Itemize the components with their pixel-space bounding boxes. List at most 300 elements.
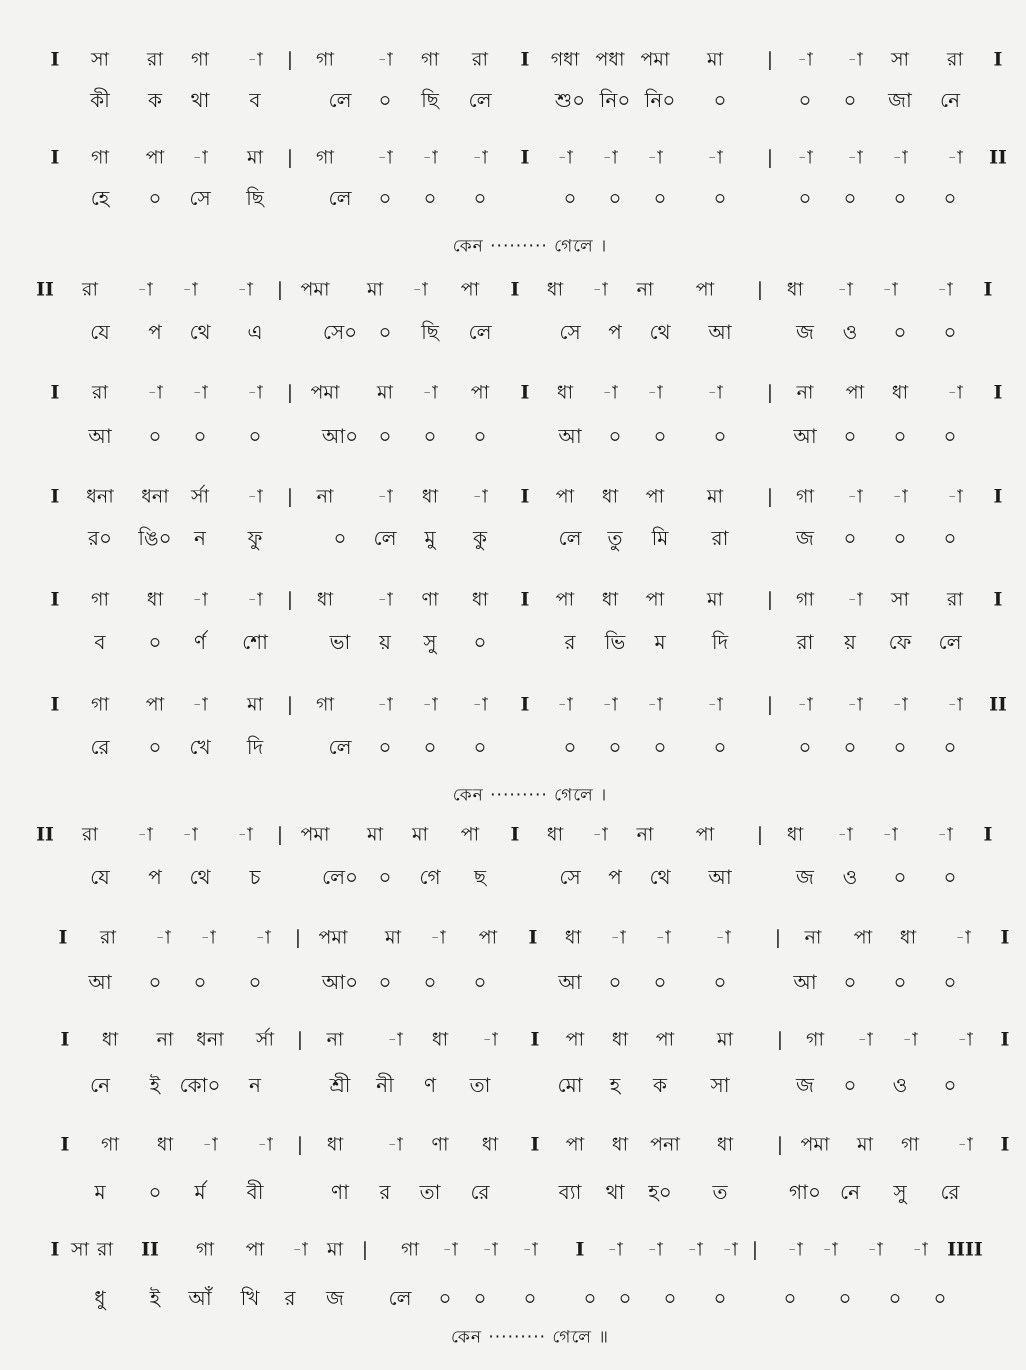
note: ধা: [431, 1028, 449, 1051]
lyric-syllable: ০: [933, 1286, 947, 1310]
lyric-syllable: রা: [711, 526, 729, 550]
lyric-syllable: ০: [608, 424, 622, 448]
lyric-syllable: র: [284, 1286, 296, 1310]
note: পমা: [800, 1133, 830, 1156]
lyric-syllable: লে: [328, 186, 352, 210]
lyric-syllable: ণ: [423, 1073, 437, 1097]
note: -া: [137, 823, 153, 846]
note: ধা: [611, 1028, 629, 1051]
bar-line: |: [751, 1238, 759, 1261]
lyric-syllable: নি০: [644, 88, 676, 112]
note: -া: [797, 693, 813, 716]
lyric-syllable: ০: [248, 424, 262, 448]
bar-line: |: [766, 146, 774, 169]
lyric-syllable: আ: [708, 320, 732, 344]
lyric-syllable: ক: [148, 88, 162, 112]
note: -া: [155, 926, 171, 949]
lyric-syllable: ০: [193, 970, 207, 994]
note: পা: [645, 588, 665, 611]
note: ধা: [156, 1133, 174, 1156]
note: গা: [421, 48, 439, 71]
lyric-syllable: ও: [892, 1073, 908, 1097]
lyric-syllable: লে: [373, 526, 397, 550]
note: -া: [192, 693, 208, 716]
bar-line-major: I: [993, 588, 1003, 611]
note: মা: [856, 1133, 874, 1156]
bar-line-major: I: [50, 1238, 60, 1261]
lyric-syllable: থে: [649, 320, 671, 344]
lyric-syllable: লে: [328, 735, 352, 759]
bar-line-major: I: [1000, 1133, 1010, 1156]
note: -া: [647, 1238, 663, 1261]
note: গা: [401, 1238, 419, 1261]
note: রা: [947, 588, 963, 611]
note: পা: [460, 278, 480, 301]
note: পা: [478, 926, 498, 949]
lyric-syllable: ০: [193, 424, 207, 448]
lyric-syllable: মো: [557, 1073, 583, 1097]
lyric-syllable: সা: [710, 1073, 730, 1097]
note: পা: [565, 1133, 585, 1156]
note: গা: [316, 146, 334, 169]
note: রা: [472, 48, 488, 71]
lyric-syllable: ০: [378, 970, 392, 994]
note: -া: [557, 693, 573, 716]
lyrics-row: [0, 178, 1026, 218]
lyric-syllable: ছ: [473, 865, 487, 889]
bar-line-major: I: [520, 146, 530, 169]
note: -া: [607, 1238, 623, 1261]
lyrics-row: [0, 962, 1026, 1002]
lyrics-row: [0, 1065, 1026, 1105]
lyric-syllable: ছি: [421, 320, 439, 344]
notation-row: [0, 918, 1026, 958]
lyric-syllable: গে: [419, 865, 441, 889]
note: -া: [610, 926, 626, 949]
lyric-syllable: ০: [148, 735, 162, 759]
lyric-syllable: ম: [94, 1180, 106, 1204]
note: ধা: [101, 1028, 119, 1051]
lyric-syllable: থা: [190, 88, 210, 112]
bar-line: |: [776, 1133, 784, 1156]
lyric-syllable: ন: [194, 526, 206, 550]
lyrics-row: [0, 416, 1026, 456]
lyric-syllable: লে: [558, 526, 582, 550]
lyric-syllable: তা: [469, 1073, 491, 1097]
lyric-syllable: ০: [378, 735, 392, 759]
note: -া: [647, 381, 663, 404]
note: গা: [191, 48, 209, 71]
note: মা: [376, 381, 394, 404]
note: ধা: [546, 278, 564, 301]
lyric-syllable: ০: [943, 970, 957, 994]
note: গা: [316, 48, 334, 71]
bar-line: |: [286, 588, 294, 611]
lyric-syllable: ই: [149, 1286, 161, 1310]
note: -া: [377, 693, 393, 716]
bar-line: |: [766, 588, 774, 611]
lyric-syllable: থে: [649, 865, 671, 889]
bar-line-major: I: [983, 823, 993, 846]
lyric-syllable: ০: [148, 970, 162, 994]
lyric-syllable: জ: [326, 1286, 344, 1310]
lyric-syllable: ০: [423, 735, 437, 759]
lyric-syllable: ০: [378, 186, 392, 210]
bar-line-major: I: [575, 1238, 585, 1261]
note: -া: [292, 1238, 308, 1261]
note: ধা: [786, 823, 804, 846]
lyric-syllable: ধু: [94, 1286, 106, 1310]
lyric-syllable: ণা: [331, 1180, 349, 1204]
lyric-syllable: হ: [609, 1073, 621, 1097]
note: -া: [522, 1238, 538, 1261]
lyrics-row: [0, 1278, 1026, 1318]
refrain-line: [0, 776, 1026, 816]
bar-line-major: I: [520, 48, 530, 71]
note: -া: [192, 146, 208, 169]
bar-line-major: I: [993, 485, 1003, 508]
bar-line-major: I: [60, 1133, 70, 1156]
lyric-syllable: আ: [88, 424, 112, 448]
lyric-syllable: থে: [189, 865, 211, 889]
lyric-syllable: দি: [711, 630, 729, 654]
note: পা: [555, 485, 575, 508]
note: -া: [687, 1238, 703, 1261]
lyric-syllable: ত: [712, 1180, 728, 1204]
note: -া: [797, 48, 813, 71]
lyric-syllable: আ: [793, 424, 817, 448]
lyric-syllable: লে: [388, 1286, 412, 1310]
lyric-syllable: ০: [888, 1286, 902, 1310]
note: রা: [100, 926, 116, 949]
lyric-syllable: কু: [473, 526, 487, 550]
note: -া: [937, 823, 953, 846]
lyric-syllable: ০: [943, 865, 957, 889]
lyric-syllable: বী: [246, 1180, 264, 1204]
lyric-syllable: গা০: [789, 1180, 821, 1204]
bar-line-major: I: [1000, 1028, 1010, 1051]
lyric-syllable: ছি: [421, 88, 439, 112]
lyric-syllable: ও: [842, 320, 858, 344]
bar-line: |: [286, 146, 294, 169]
lyric-syllable: আ: [708, 865, 732, 889]
lyric-syllable: ০: [248, 970, 262, 994]
bar-line-major: I: [983, 278, 993, 301]
lyric-syllable: নে: [89, 1073, 111, 1097]
note: -া: [722, 1238, 738, 1261]
lyric-syllable: ক: [653, 1073, 667, 1097]
note: গা: [316, 693, 334, 716]
note: ণা: [421, 588, 439, 611]
note: -া: [592, 278, 608, 301]
bar-line-major: I: [60, 1028, 70, 1051]
lyric-syllable: ০: [473, 630, 487, 654]
lyric-syllable: ০: [523, 1286, 537, 1310]
note: -া: [257, 1133, 273, 1156]
note: -া: [377, 48, 393, 71]
lyric-syllable: দি: [246, 735, 264, 759]
notation-row: [0, 138, 1026, 178]
note: -া: [837, 278, 853, 301]
lyric-syllable: র০: [87, 526, 113, 550]
lyric-syllable: সে০: [322, 320, 358, 344]
note: -া: [482, 1238, 498, 1261]
bar-line: |: [766, 693, 774, 716]
note: গা: [91, 588, 109, 611]
lyrics-row: [0, 80, 1026, 120]
lyric-syllable: র: [564, 630, 576, 654]
note: -া: [192, 381, 208, 404]
lyric-syllable: ০: [943, 320, 957, 344]
bar-line-major: I: [530, 1133, 540, 1156]
lyric-syllable: আ০: [321, 970, 359, 994]
note: -া: [957, 1028, 973, 1051]
lyric-syllable: ০: [798, 735, 812, 759]
note: -া: [422, 381, 438, 404]
lyric-syllable: র্ম: [194, 1180, 206, 1204]
lyric-syllable: ০: [423, 970, 437, 994]
bar-line: |: [286, 693, 294, 716]
note: পা: [555, 588, 575, 611]
lyric-syllable: জা: [888, 88, 912, 112]
lyric-syllable: ০: [148, 1180, 162, 1204]
note: না: [326, 1028, 344, 1051]
lyric-syllable: ০: [843, 1073, 857, 1097]
lyric-syllable: কী: [90, 88, 110, 112]
bar-line-major: I: [528, 926, 538, 949]
note: -া: [592, 823, 608, 846]
lyric-syllable: কো০: [179, 1073, 221, 1097]
note: -া: [472, 485, 488, 508]
bar-line: |: [756, 823, 764, 846]
note: পমা: [300, 278, 330, 301]
note: -া: [892, 693, 908, 716]
lyrics-row: [0, 312, 1026, 352]
bar-line-major: II: [36, 823, 54, 846]
lyric-syllable: ০: [608, 186, 622, 210]
note: -া: [867, 1238, 883, 1261]
bar-line-major: I: [520, 693, 530, 716]
lyric-syllable: লে০: [321, 865, 359, 889]
lyric-syllable: ০: [423, 424, 437, 448]
lyric-syllable: ০: [713, 1286, 727, 1310]
lyric-syllable: ০: [378, 865, 392, 889]
note: -া: [955, 926, 971, 949]
note: গা: [196, 1238, 214, 1261]
lyric-syllable: ০: [843, 424, 857, 448]
note: মা: [384, 926, 402, 949]
lyric-syllable: ০: [893, 526, 907, 550]
bar-line: |: [286, 48, 294, 71]
note: -া: [557, 146, 573, 169]
lyric-syllable: ভা: [329, 630, 351, 654]
lyric-syllable: ই: [149, 1073, 161, 1097]
note: মা: [366, 823, 384, 846]
bar-line: |: [756, 278, 764, 301]
note: -া: [137, 278, 153, 301]
note: -া: [472, 146, 488, 169]
note: রা: [147, 48, 163, 71]
refrain-text: কেন ········· গেলে ।: [452, 785, 608, 806]
note: -া: [387, 1133, 403, 1156]
lyric-syllable: ০: [713, 88, 727, 112]
lyric-syllable: ০: [663, 1286, 677, 1310]
lyric-syllable: হে: [90, 186, 110, 210]
note: -া: [182, 823, 198, 846]
lyric-syllable: যে: [90, 865, 110, 889]
note: -া: [430, 926, 446, 949]
lyric-syllable: ০: [563, 735, 577, 759]
note: -া: [442, 1238, 458, 1261]
lyric-syllable: ঙি০: [138, 526, 172, 550]
lyric-syllable: ০: [148, 186, 162, 210]
lyrics-row: [0, 518, 1026, 558]
bar-line-major: I: [50, 146, 60, 169]
note: -া: [377, 146, 393, 169]
note: -া: [822, 1238, 838, 1261]
lyric-syllable: সে: [559, 320, 581, 344]
bar-line: |: [276, 278, 284, 301]
note: পমা: [300, 823, 330, 846]
note: -া: [647, 693, 663, 716]
lyric-syllable: ০: [618, 1286, 632, 1310]
lyric-syllable: ০: [893, 320, 907, 344]
bar-line-major: I: [1000, 926, 1010, 949]
note: -া: [247, 588, 263, 611]
lyric-syllable: ০: [608, 735, 622, 759]
note: পা: [853, 926, 873, 949]
lyric-syllable: ০: [893, 186, 907, 210]
lyric-syllable: ফু: [247, 526, 263, 550]
note: গা: [901, 1133, 919, 1156]
note: -া: [892, 146, 908, 169]
lyric-syllable: ০: [893, 865, 907, 889]
lyric-syllable: যে: [90, 320, 110, 344]
lyric-syllable: জ: [796, 865, 814, 889]
note: পমা: [640, 48, 670, 71]
lyric-syllable: ০: [893, 735, 907, 759]
note: মা: [326, 1238, 344, 1261]
note: না: [316, 485, 334, 508]
note: -া: [912, 1238, 928, 1261]
bar-line-major: II: [36, 278, 54, 301]
notation-row: [0, 40, 1026, 80]
lyric-syllable: থে: [189, 320, 211, 344]
lyric-syllable: আঁ: [188, 1286, 212, 1310]
note: -া: [247, 485, 263, 508]
note: পা: [565, 1028, 585, 1051]
note: ধা: [316, 588, 334, 611]
note: -া: [947, 485, 963, 508]
refrain-line: [0, 227, 1026, 267]
bar-line: |: [774, 926, 782, 949]
lyric-syllable: লে: [468, 320, 492, 344]
note: -া: [237, 823, 253, 846]
note: ধা: [471, 588, 489, 611]
note: -া: [247, 381, 263, 404]
lyrics-row: [0, 622, 1026, 662]
note: -া: [422, 693, 438, 716]
note: -া: [937, 278, 953, 301]
note: -া: [787, 1238, 803, 1261]
lyric-syllable: ০: [843, 735, 857, 759]
note: -া: [182, 278, 198, 301]
lyric-syllable: রে: [470, 1180, 490, 1204]
note: না: [804, 926, 822, 949]
note: -া: [847, 693, 863, 716]
lyric-syllable: ০: [713, 735, 727, 759]
note: সা: [890, 48, 910, 71]
lyric-syllable: আ: [793, 970, 817, 994]
bar-line: |: [766, 381, 774, 404]
notation-row: [0, 815, 1026, 855]
lyrics-row: [0, 857, 1026, 897]
lyric-syllable: ভি: [604, 630, 626, 654]
note: -া: [387, 1028, 403, 1051]
note: -া: [147, 381, 163, 404]
lyric-syllable: লে: [938, 630, 962, 654]
note: ধা: [716, 1133, 734, 1156]
lyric-syllable: ০: [378, 424, 392, 448]
note: -া: [837, 823, 853, 846]
bar-line-major: II: [141, 1238, 159, 1261]
note: ধা: [556, 381, 574, 404]
lyric-syllable: ০: [943, 186, 957, 210]
lyric-syllable: ০: [473, 970, 487, 994]
notation-row: [0, 373, 1026, 413]
lyric-syllable: এ: [247, 320, 263, 344]
note: গা: [806, 1028, 824, 1051]
bar-line-major: I: [510, 278, 520, 301]
note: ধা: [601, 485, 619, 508]
note: রা: [92, 381, 108, 404]
note: গা: [796, 485, 814, 508]
bar-line-major: II: [989, 146, 1007, 169]
lyric-syllable: খে: [189, 735, 211, 759]
note: -া: [847, 146, 863, 169]
lyric-syllable: ০: [473, 735, 487, 759]
lyric-syllable: শু০: [554, 88, 586, 112]
lyric-syllable: সু: [893, 1180, 907, 1204]
bar-line: |: [766, 48, 774, 71]
note: পা: [695, 278, 715, 301]
lyric-syllable: নে: [839, 1180, 861, 1204]
lyric-syllable: শ্রী: [329, 1073, 351, 1097]
note: -া: [247, 48, 263, 71]
bar-line: |: [294, 926, 302, 949]
note: র্সা: [255, 1028, 275, 1051]
lyric-syllable: ০: [943, 424, 957, 448]
note: -া: [202, 1133, 218, 1156]
lyric-syllable: ০: [653, 970, 667, 994]
lyric-syllable: লে: [468, 88, 492, 112]
lyric-syllable: ০: [798, 88, 812, 112]
notation-row: [0, 1230, 1026, 1270]
note: পধা: [595, 48, 625, 71]
note: -া: [882, 823, 898, 846]
note: মা: [246, 693, 264, 716]
note: রা: [947, 48, 963, 71]
notation-row: [0, 1125, 1026, 1165]
bar-line-major: I: [50, 588, 60, 611]
note: -া: [892, 485, 908, 508]
note: গধা: [550, 48, 580, 71]
lyric-syllable: ০: [333, 526, 347, 550]
note: -া: [482, 1028, 498, 1051]
note: -া: [902, 1028, 918, 1051]
note: রা: [82, 278, 98, 301]
note: ধনা: [141, 485, 169, 508]
